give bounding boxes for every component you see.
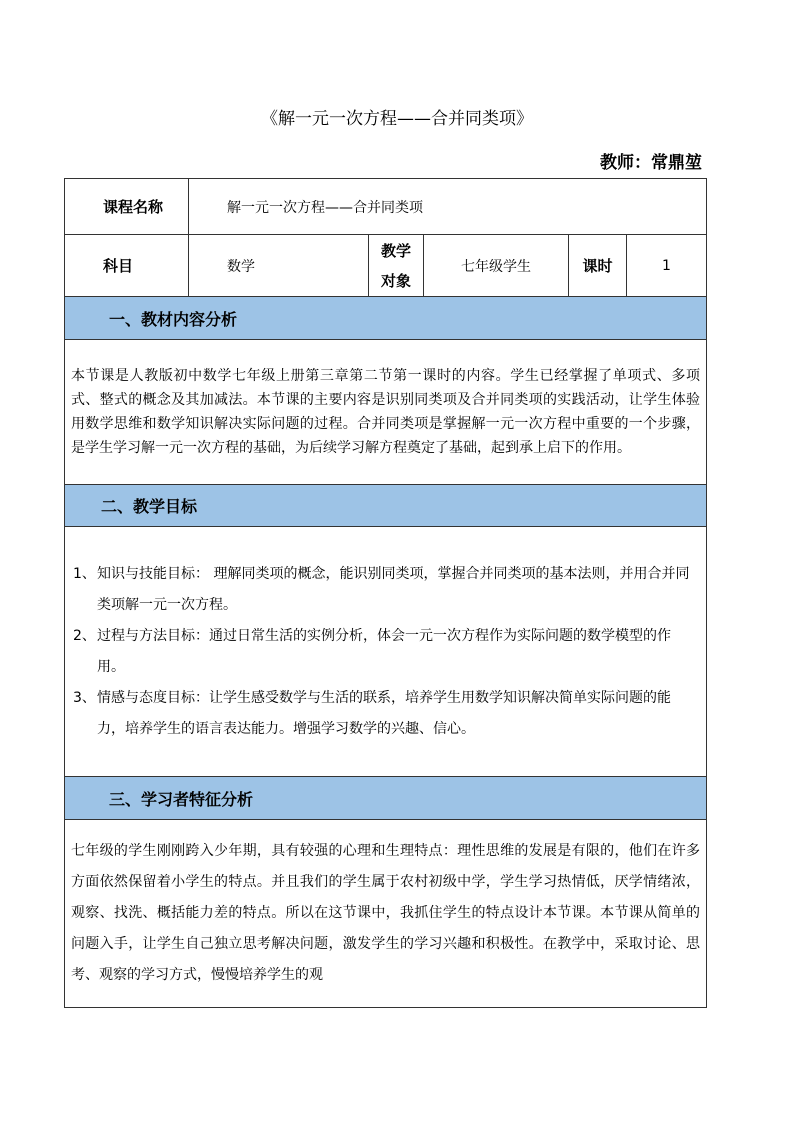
goal-number: 3、 — [73, 689, 96, 706]
audience-value: 七年级学生 — [424, 235, 569, 297]
audience-label-line2: 对象 — [380, 271, 411, 290]
section-header-goals: 二、教学目标 — [65, 485, 707, 527]
audience-label — [369, 235, 424, 297]
goal-text: 情感与态度目标：让学生感受数学与生活的联系，培养学生用数学知识解决简单实际问题的能力，培养学生的语言表达能力。增强学习数学的兴趣、信心。 — [97, 689, 671, 737]
goal-item — [65, 621, 706, 683]
subject-label: 科目 — [65, 235, 189, 297]
section-header-learner: 三、学习者特征分析 — [65, 777, 707, 820]
section-header-material: 一、教材内容分析 — [65, 297, 707, 340]
goals-list — [65, 527, 707, 777]
audience-label-line1: 教学 — [380, 241, 411, 260]
goal-text: 过程与方法目标：通过日常生活的实例分析，体会一元一次方程作为实际问题的数学模型的作用。 — [97, 627, 671, 675]
hours-label: 课时 — [569, 235, 627, 297]
course-name-value: 解一元一次方程——合并同类项 — [189, 179, 707, 235]
course-name-label: 课程名称 — [65, 179, 189, 235]
document-title: 《解一元一次方程——合并同类项》 — [261, 109, 533, 129]
hours-value: 1 — [627, 235, 707, 297]
goal-number: 2、 — [73, 627, 96, 644]
learner-analysis-text: 七年级的学生刚刚跨入少年期，具有较强的心理和生理特点：理性思维的发展是有限的，他们在许多方面依然保留着小学生的特点。并且我们的学生属于农村初级中学，学生学习热情低，厌学情绪浓，观察、找洗、概括能力差的特点。所以在这节课中，我抓住学生的特点设计本节课。本节课从简单的问题入手，让学生自己独立思考解决问题，激发学生的学习兴趣和积极性。在教学中，采取讨论、思考、观察的学习方式，慢慢培养学生的观 — [65, 820, 707, 1008]
goal-item — [65, 559, 706, 621]
teacher-name: 教师：常鼎堃 — [600, 153, 702, 173]
goal-item — [65, 683, 706, 745]
subject-value: 数学 — [189, 235, 369, 297]
material-analysis-text: 本节课是人教版初中数学七年级上册第三章第二节第一课时的内容。学生已经掌握了单项式、多项式、整式的概念及其加减法。本节课的主要内容是识别同类项及合并同类项的实践活动，让学生体验用数学思维和数学知识解决实际问题的过程。合并同类项是掌握解一元一次方程中重要的一个步骤，是学生学习解一元一次方程的基础，为后续学习解方程奠定了基础，起到承上启下的作用。 — [65, 340, 707, 485]
lesson-plan-table — [64, 178, 707, 1008]
goal-number: 1、 — [73, 565, 96, 582]
goal-text: 知识与技能目标： 理解同类项的概念，能识别同类项，掌握合并同类项的基本法则，并用合并同类项解一元一次方程。 — [97, 565, 690, 613]
